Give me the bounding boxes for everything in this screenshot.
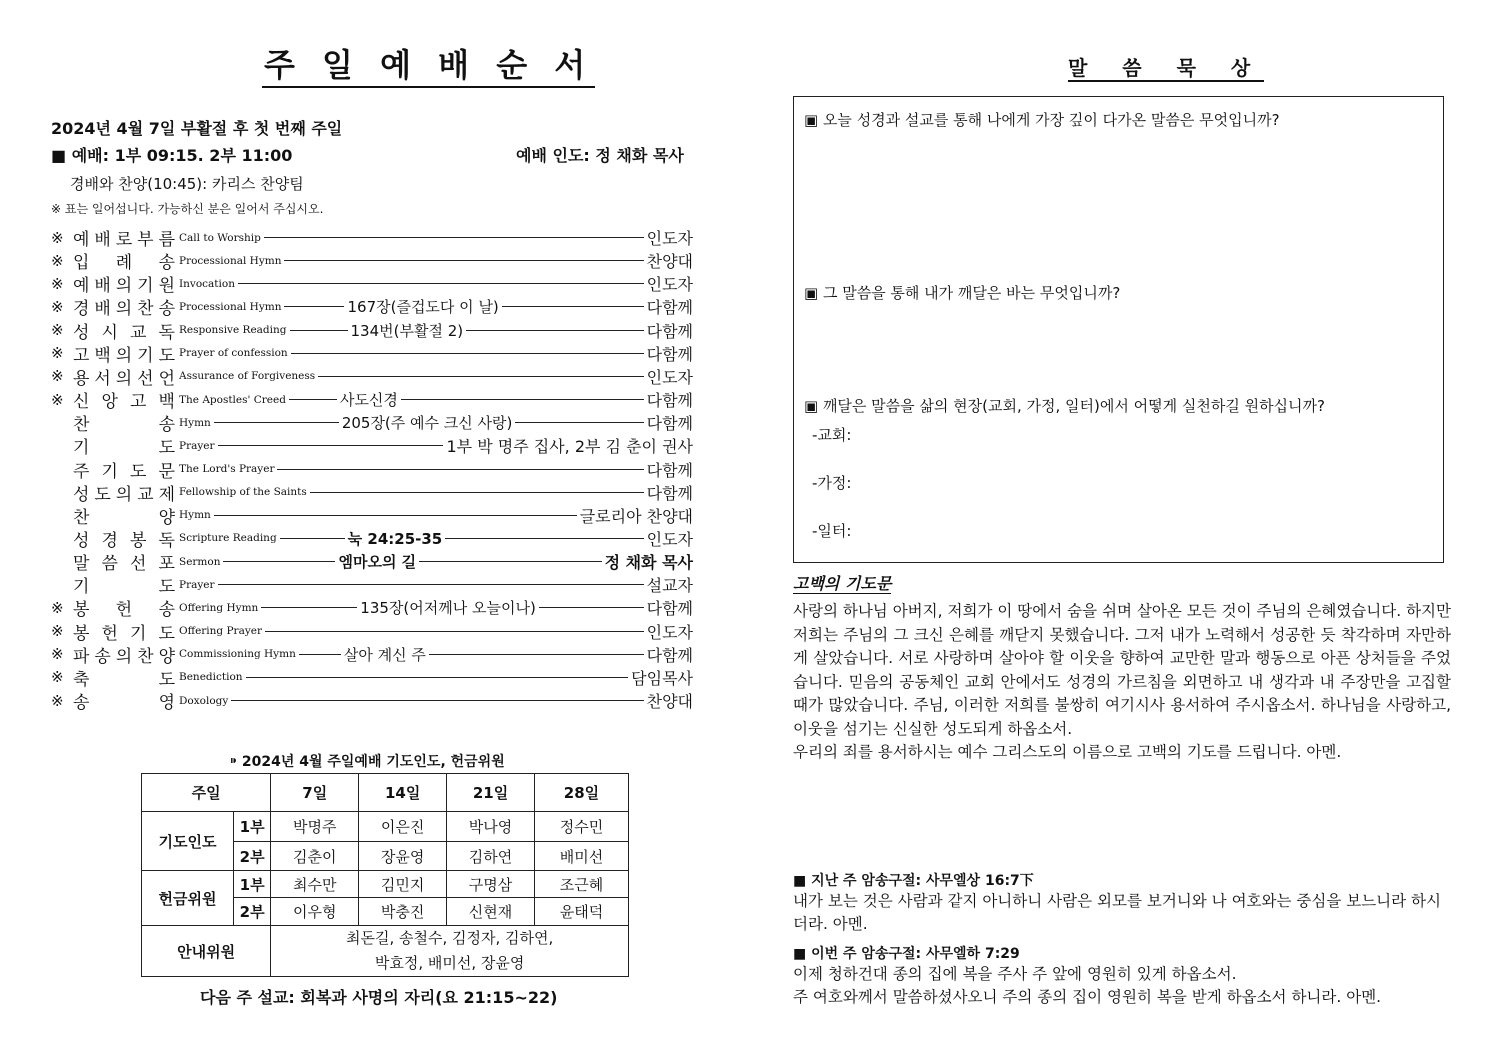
table-cell: 이은진 — [359, 812, 447, 842]
table-cell: 배미선 — [534, 842, 628, 871]
leader-line — [214, 422, 339, 423]
leader-line — [318, 376, 643, 377]
this-week-verse-heading: ■ 이번 주 암송구절: 사무엘하 7:29 — [793, 946, 1020, 962]
stand-mark: ※ — [51, 668, 64, 687]
stand-mark: ※ — [51, 598, 64, 617]
this-week-verse-line: 이제 청하건대 종의 집에 복을 주사 주 앞에 영원히 있게 하옵소서. — [793, 965, 1237, 983]
leader-line — [223, 561, 335, 562]
order-item-leader: 다함께 — [646, 344, 693, 364]
order-item-leader: 다함께 — [646, 645, 693, 665]
praise-time: 경배와 찬양(10:45): 카리스 찬양팀 — [70, 175, 304, 193]
order-item-english: Scripture Reading — [179, 532, 277, 545]
order-item-english: Hymn — [179, 509, 211, 522]
table-cell: 박나영 — [447, 812, 535, 842]
church-answer: -교회: — [812, 426, 852, 444]
question-1: ▣ 오늘 성경과 설교를 통해 나에게 가장 깊이 다가온 말씀은 무엇입니까? — [804, 111, 1280, 129]
table-cell: 김하연 — [447, 842, 535, 871]
stand-mark: ※ — [51, 228, 64, 247]
order-item — [51, 596, 693, 619]
last-week-verse: 내가 보는 것은 사람과 같지 아니하니 사람은 외모를 보거니와 나 여호와는 중심을 보느니라 하시더라. 아멘. — [793, 892, 1442, 933]
order-item-leader: 인도자 — [646, 275, 693, 295]
order-item-name: 축 도 — [73, 669, 175, 690]
table-cell: 정수민 — [534, 812, 628, 842]
question-3: ▣ 깨달은 말씀을 삶의 현장(교회, 가정, 일터)에서 어떻게 실천하길 원하십니까? — [804, 397, 1325, 415]
offering-label: 헌금위원 — [142, 871, 234, 926]
worship-leader: 예배 인도: 정 채화 목사 — [516, 146, 684, 165]
order-item — [51, 249, 693, 272]
session-label: 1부 — [233, 812, 270, 842]
order-item-leader: 다함께 — [646, 483, 693, 503]
order-item-name: 파 송 의 찬 양 — [73, 646, 175, 667]
usher-names — [271, 926, 629, 977]
header-date: 28일 — [534, 774, 628, 812]
table-cell: 박충진 — [359, 898, 447, 926]
leader-line — [299, 654, 341, 655]
order-item-english: Responsive Reading — [179, 324, 287, 337]
stand-mark: ※ — [51, 297, 64, 316]
order-item-detail: 엠마오의 길 — [338, 553, 417, 572]
header-day: 주일 — [142, 774, 271, 812]
order-item-name: 신 앙 고 백 — [73, 392, 175, 413]
table-cell: 구명삼 — [447, 871, 535, 898]
order-item — [51, 573, 693, 596]
leader-line — [246, 677, 629, 678]
order-item — [51, 550, 693, 573]
order-item — [51, 319, 693, 342]
order-item-name: 송 영 — [73, 693, 175, 713]
order-item-detail: 살아 계신 주 — [343, 645, 426, 664]
leader-line — [515, 422, 643, 423]
table-cell: 장윤영 — [359, 842, 447, 871]
leader-line — [429, 654, 644, 655]
order-item-name: 봉 헌 기 도 — [73, 623, 175, 644]
order-item-leader: 1부 박 명주 집사, 2부 김 춘이 권사 — [446, 437, 693, 457]
this-week-verse-line: 주 여호와께서 말씀하셨사오니 주의 종의 집이 영원히 복을 받게 하옵소서 하니라. 아멘. — [793, 988, 1382, 1006]
service-date: 2024년 4월 7일 부활절 후 첫 번째 주일 — [51, 119, 343, 138]
order-item-name: 입 례 송 — [73, 253, 175, 274]
work-answer: -일터: — [812, 522, 852, 540]
service-times: ■ 예배: 1부 09:15. 2부 11:00 — [51, 146, 293, 165]
order-item — [51, 527, 693, 550]
leader-line — [261, 607, 357, 608]
table-cell: 최수만 — [271, 871, 359, 898]
usher-line: 박효정, 배미선, 장윤영 — [374, 954, 525, 972]
leader-line — [290, 330, 348, 331]
order-item-name: 성 경 봉 독 — [73, 530, 175, 551]
order-item-name: 기 도 — [73, 438, 175, 459]
order-item — [51, 643, 693, 666]
order-item-english: Processional Hymn — [179, 300, 282, 313]
table-cell: 김춘이 — [271, 842, 359, 871]
leader-line — [214, 515, 577, 516]
stand-mark: ※ — [51, 344, 64, 363]
order-item — [51, 620, 693, 643]
confession-prayer — [793, 600, 1451, 765]
prayer-label: 기도인도 — [142, 812, 234, 871]
confession-title: 고백의 기도문 — [793, 574, 892, 593]
leader-line — [231, 700, 643, 701]
order-item — [51, 365, 693, 388]
table-cell: 조근혜 — [534, 871, 628, 898]
order-item-leader: 다함께 — [646, 321, 693, 341]
order-item-english: Assurance of Forgiveness — [179, 370, 316, 383]
order-item — [51, 458, 693, 481]
order-item-name: 말 씀 선 포 — [73, 554, 175, 575]
order-item — [51, 411, 693, 434]
meditation-box — [793, 96, 1444, 563]
order-item-leader: 다함께 — [646, 599, 693, 619]
stand-mark: ※ — [51, 390, 64, 409]
order-item — [51, 481, 693, 504]
confession-text: 사랑의 하나님 아버지, 저희가 이 땅에서 숨을 쉬며 살아온 모든 것이 주님의 은혜였습니다. 하지만 저희는 주님의 그 크신 은혜를 깨닫지 못했습니다. 그저 내가 노력해서 성공한 듯 착각하며 자만하게 살았습니다. 서로 사랑하며 살아야 할 이웃을 향하여 교만한 말과 행동으로 아픈 상처들을 주었습니다. 믿음의 공동체인 교회 안에서도 성경의 가르침을 외면하고 내 생각과 내 주장만을 고집할 때가 많았습니다. 주님, 이러한 저희를 불쌍히 여기시사 용서하여 주시옵소서. 하나님을 사랑하고, 이웃을 섬기는 신실한 성도되게 하옵소서. — [793, 602, 1451, 738]
leader-line — [284, 306, 344, 307]
order-item-detail: 205장(주 예수 크신 사랑) — [341, 414, 513, 433]
duty-table-title: ⁍ 2024년 4월 주일예배 기도인도, 헌금위원 — [230, 754, 505, 770]
order-item-detail: 사도신경 — [339, 391, 398, 410]
leader-line — [218, 584, 644, 585]
leader-line — [310, 492, 644, 493]
stand-mark: ※ — [51, 274, 64, 293]
order-item-name: 용 서 의 선 언 — [73, 368, 175, 389]
order-item-english: Fellowship of the Saints — [179, 486, 307, 499]
stand-mark: ※ — [51, 645, 64, 664]
order-item-english: Offering Hymn — [179, 601, 259, 614]
page-title: 주 일 예 배 순 서 — [262, 46, 595, 88]
order-item-name: 성 시 교 독 — [73, 322, 175, 343]
stand-mark: ※ — [51, 251, 64, 270]
table-cell: 박명주 — [271, 812, 359, 842]
order-item-english: Hymn — [179, 416, 211, 429]
standing-notice: ※ 표는 일어섭니다. 가능하신 분은 일어서 주십시오. — [51, 202, 324, 216]
order-item — [51, 295, 693, 318]
table-cell: 김민지 — [359, 871, 447, 898]
order-item-english: Offering Prayer — [179, 625, 262, 638]
order-item-leader: 인도자 — [646, 367, 693, 387]
usher-label: 안내위원 — [142, 926, 271, 977]
stand-mark: ※ — [51, 622, 64, 641]
order-item — [51, 434, 693, 457]
order-item-english: Benediction — [179, 671, 243, 684]
leader-line — [502, 306, 644, 307]
session-label: 2부 — [233, 898, 270, 926]
leader-line — [284, 260, 643, 261]
order-item-english: Processional Hymn — [179, 254, 282, 267]
order-item-leader: 정 채화 목사 — [604, 553, 693, 573]
order-item-leader: 찬양대 — [646, 252, 693, 272]
header-date: 14일 — [359, 774, 447, 812]
leader-line — [280, 538, 345, 539]
leader-line — [289, 399, 337, 400]
order-item-leader: 인도자 — [646, 622, 693, 642]
leader-line — [238, 283, 644, 284]
leader-line — [277, 469, 643, 470]
order-item-english: Sermon — [179, 555, 221, 568]
order-item-english: Prayer — [179, 439, 215, 452]
order-item-leader: 설교자 — [646, 576, 693, 596]
order-item-english: Invocation — [179, 277, 235, 290]
order-item-name: 봉 헌 송 — [73, 600, 175, 621]
order-item-english: The Lord's Prayer — [179, 463, 275, 475]
last-week-verse-heading: ■ 지난 주 암송구절: 사무엘상 16:7下 — [793, 873, 1034, 889]
order-item-leader: 담임목사 — [631, 668, 693, 688]
order-item — [51, 689, 693, 712]
order-item — [51, 666, 693, 689]
order-item-detail: 135장(어저께나 오늘이나) — [360, 599, 536, 618]
session-label: 2부 — [233, 842, 270, 871]
leader-line — [445, 538, 643, 539]
order-item-leader: 다함께 — [646, 391, 693, 411]
order-item-name: 찬 양 — [73, 507, 175, 528]
leader-line — [265, 631, 644, 632]
order-item-name: 고 백 의 기 도 — [73, 345, 175, 366]
leader-line — [419, 561, 601, 562]
confession-closing: 우리의 죄를 용서하시는 예수 그리스도의 이름으로 고백의 기도를 드립니다. 아멘. — [793, 743, 1342, 761]
stand-mark: ※ — [51, 321, 64, 340]
order-item-name: 예 배 로 부 름 — [73, 230, 175, 250]
order-item-name: 경 배 의 찬 송 — [73, 299, 175, 320]
leader-line — [291, 353, 644, 354]
home-answer: -가정: — [812, 474, 852, 492]
question-2: ▣ 그 말씀을 통해 내가 깨달은 바는 무엇입니까? — [804, 284, 1121, 302]
leader-line — [466, 330, 644, 331]
next-sermon: 다음 주 설교: 회복과 사명의 자리(요 21:15~22) — [200, 988, 558, 1007]
order-item-leader: 인도자 — [646, 229, 693, 248]
duty-table — [141, 773, 629, 977]
order-item — [51, 504, 693, 527]
meditation-title: 말 씀 묵 상 — [1068, 56, 1265, 80]
order-item-name: 예 배 의 기 원 — [73, 276, 175, 297]
order-item-leader: 다함께 — [646, 460, 693, 480]
order-item — [51, 388, 693, 411]
stand-mark: ※ — [51, 367, 64, 386]
order-item-name: 성 도 의 교 제 — [73, 484, 175, 505]
order-item-leader: 인도자 — [646, 529, 693, 549]
order-item-detail: 눅 24:25-35 — [347, 529, 443, 548]
order-item-english: Commissioning Hymn — [179, 648, 296, 661]
table-cell: 윤태덕 — [534, 898, 628, 926]
leader-line — [401, 399, 644, 400]
leader-line — [264, 237, 644, 238]
order-item-english: The Apostles' Creed — [179, 393, 286, 406]
header-date: 7일 — [271, 774, 359, 812]
order-item — [51, 272, 693, 295]
order-item — [51, 342, 693, 365]
order-item-english: Doxology — [179, 694, 229, 707]
order-item-english: Call to Worship — [179, 231, 261, 244]
table-cell: 신현재 — [447, 898, 535, 926]
order-item-detail: 134번(부활절 2) — [350, 321, 464, 340]
leader-line — [218, 445, 444, 446]
order-item-leader: 글로리아 찬양대 — [579, 506, 693, 526]
order-item — [51, 226, 693, 249]
order-item-leader: 다함께 — [646, 298, 693, 318]
order-item-name: 주 기 도 문 — [73, 461, 175, 482]
usher-line: 최돈길, 송철수, 김정자, 김하연, — [346, 929, 554, 947]
order-item-detail: 167장(즐겁도다 이 날) — [347, 298, 499, 317]
leader-line — [539, 607, 644, 608]
order-item-english: Prayer — [179, 578, 215, 591]
order-item-leader: 찬양대 — [646, 692, 693, 711]
header-date: 21일 — [447, 774, 535, 812]
order-item-name: 찬 송 — [73, 415, 175, 436]
order-item-english: Prayer of confession — [179, 347, 288, 360]
order-item-leader: 다함께 — [646, 414, 693, 434]
table-cell: 이우형 — [271, 898, 359, 926]
session-label: 1부 — [233, 871, 270, 898]
stand-mark: ※ — [51, 691, 64, 710]
order-item-name: 기 도 — [73, 577, 175, 598]
